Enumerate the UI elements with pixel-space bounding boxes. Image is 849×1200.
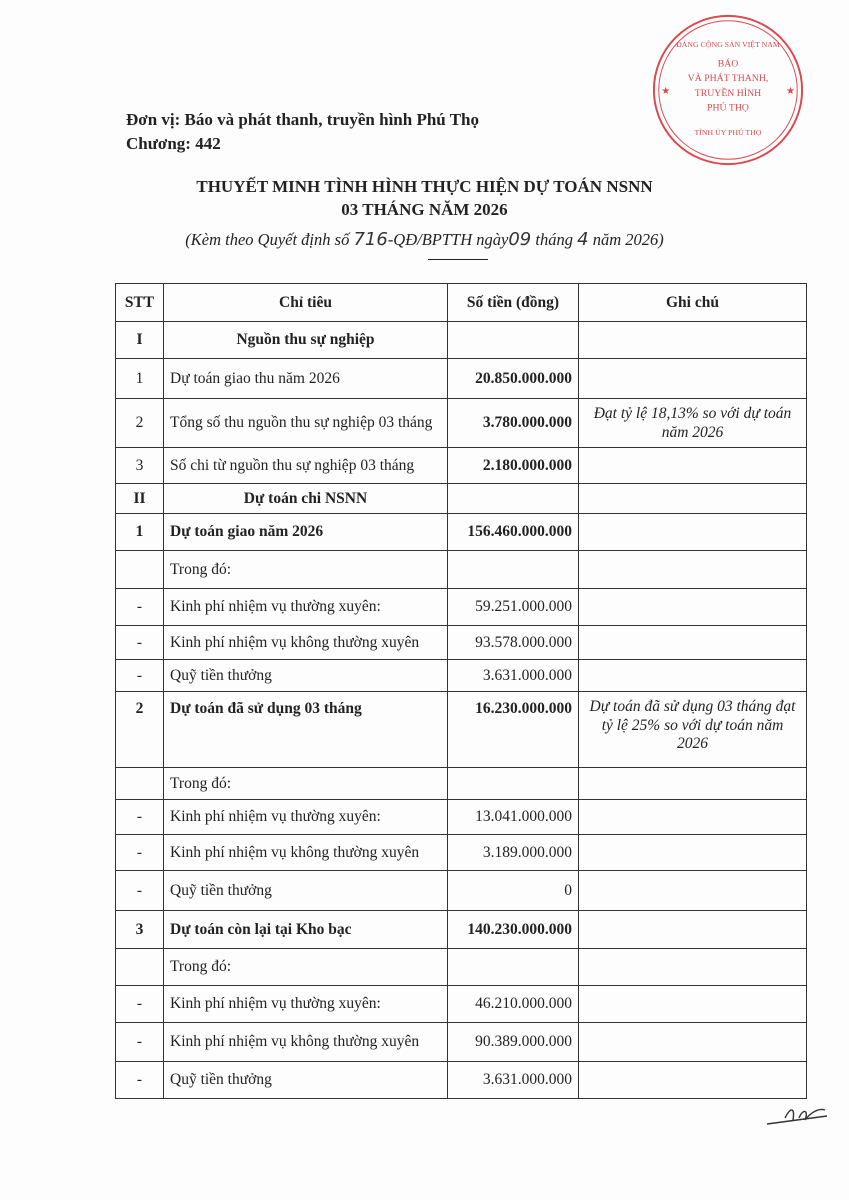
row-note: [579, 871, 807, 911]
row-note: [579, 1023, 807, 1062]
row-amount: 2.180.000.000: [448, 448, 579, 484]
row-stt: -: [116, 1062, 164, 1099]
row-item: Trong đó:: [164, 949, 448, 986]
table-row: [116, 551, 807, 589]
table-row: [116, 626, 807, 660]
row-stt: -: [116, 660, 164, 692]
row-stt: II: [116, 484, 164, 514]
row-item: Số chi từ nguồn thu sự nghiệp 03 tháng: [164, 448, 448, 484]
table-row: [116, 660, 807, 692]
ref-text: tháng: [531, 230, 578, 249]
row-item: Tổng số thu nguồn thu sự nghiệp 03 tháng: [164, 399, 448, 448]
row-item: Dự toán chi NSNN: [164, 484, 448, 514]
row-amount: 3.780.000.000: [448, 399, 579, 448]
row-amount: 156.460.000.000: [448, 514, 579, 551]
table-row: [116, 835, 807, 871]
stamp-ring-bottom: TỈNH ỦY PHÚ THỌ: [694, 127, 762, 137]
row-stt: -: [116, 835, 164, 871]
table-row: [116, 949, 807, 986]
header-note: Ghi chú: [579, 284, 807, 322]
row-amount: 20.850.000.000: [448, 359, 579, 399]
row-note: [579, 514, 807, 551]
row-stt: 1: [116, 359, 164, 399]
row-item: Dự toán giao thu năm 2026: [164, 359, 448, 399]
row-amount: [448, 768, 579, 800]
table-row: [116, 1062, 807, 1099]
ref-text: -QĐ/BPTTH ngày: [387, 230, 509, 249]
header-amount: Số tiền (đồng): [448, 284, 579, 322]
row-amount: [448, 949, 579, 986]
star-icon: ★: [661, 85, 670, 97]
row-stt: 3: [116, 448, 164, 484]
table-row: [116, 692, 807, 768]
ref-text: (Kèm theo Quyết định số: [185, 230, 354, 249]
document-title: THUYẾT MINH TÌNH HÌNH THỰC HIỆN DỰ TOÁN NSNN: [196, 177, 653, 196]
row-note: Dự toán đã sử dụng 03 tháng đạt tỷ lệ 25% so với dự toán năm 2026: [579, 692, 807, 768]
stamp-text: PHÚ THỌ: [707, 102, 749, 114]
row-amount: 3.189.000.000: [448, 835, 579, 871]
row-amount: [448, 551, 579, 589]
budget-table: [115, 283, 807, 1099]
row-item: Quỹ tiền thưởng: [164, 871, 448, 911]
star-icon: ★: [786, 85, 795, 97]
handwritten-day: 09: [508, 229, 532, 250]
row-item: Kinh phí nhiệm vụ thường xuyên:: [164, 589, 448, 626]
row-note: [579, 589, 807, 626]
table-row: [116, 484, 807, 514]
row-note: [579, 660, 807, 692]
row-item: Nguồn thu sự nghiệp: [164, 322, 448, 359]
row-amount: 3.631.000.000: [448, 1062, 579, 1099]
row-note: [579, 800, 807, 835]
table-row: [116, 589, 807, 626]
row-item: Kinh phí nhiệm vụ không thường xuyên: [164, 1023, 448, 1062]
row-stt: [116, 551, 164, 589]
row-amount: 93.578.000.000: [448, 626, 579, 660]
row-amount: [448, 322, 579, 359]
table-row: [116, 322, 807, 359]
row-stt: -: [116, 800, 164, 835]
stamp-ring-top: ĐẢNG CỘNG SẢN VIỆT NAM: [676, 40, 780, 50]
stamp-text: TRUYỀN HÌNH: [694, 87, 762, 99]
row-stt: 1: [116, 514, 164, 551]
table-row: [116, 911, 807, 949]
header-stt: STT: [116, 284, 164, 322]
table-row: [116, 359, 807, 399]
row-stt: 3: [116, 911, 164, 949]
row-note: [579, 484, 807, 514]
table-row: [116, 399, 807, 448]
table-row: [116, 768, 807, 800]
table-row: [116, 800, 807, 835]
unit-name: Đơn vị: Báo và phát thanh, truyền hình Phú Thọ: [126, 110, 479, 129]
row-stt: I: [116, 322, 164, 359]
decision-reference: [0, 229, 849, 250]
row-item: Quỹ tiền thưởng: [164, 660, 448, 692]
row-stt: -: [116, 1023, 164, 1062]
row-amount: 46.210.000.000: [448, 986, 579, 1023]
row-amount: 16.230.000.000: [448, 692, 579, 768]
document-subtitle: 03 THÁNG NĂM 2026: [341, 200, 508, 219]
row-item: Quỹ tiền thưởng: [164, 1062, 448, 1099]
handwritten-decision-number: 716: [353, 229, 388, 250]
row-note: [579, 768, 807, 800]
row-note: Đạt tỷ lệ 18,13% so với dự toán năm 2026: [579, 399, 807, 448]
table-row: [116, 986, 807, 1023]
row-item: Trong đó:: [164, 551, 448, 589]
row-item: Kinh phí nhiệm vụ thường xuyên:: [164, 986, 448, 1023]
row-stt: -: [116, 871, 164, 911]
row-item: Kinh phí nhiệm vụ không thường xuyên: [164, 835, 448, 871]
row-item: Dự toán đã sử dụng 03 tháng: [164, 692, 448, 768]
table-row: [116, 514, 807, 551]
header-item: Chỉ tiêu: [164, 284, 448, 322]
row-note: [579, 551, 807, 589]
divider: [428, 259, 488, 260]
row-note: [579, 1062, 807, 1099]
row-note: [579, 911, 807, 949]
row-stt: [116, 949, 164, 986]
table-row: [116, 448, 807, 484]
table-row: [116, 871, 807, 911]
row-note: [579, 322, 807, 359]
handwritten-month: 4: [577, 229, 589, 250]
row-item: Dự toán giao năm 2026: [164, 514, 448, 551]
row-amount: 13.041.000.000: [448, 800, 579, 835]
row-stt: -: [116, 589, 164, 626]
chapter: Chương: 442: [126, 134, 221, 153]
official-stamp: [650, 12, 806, 168]
stamp-text: VÀ PHÁT THANH,: [687, 73, 769, 85]
ref-text: năm 2026): [588, 230, 664, 249]
table-row: [116, 1023, 807, 1062]
row-stt: -: [116, 626, 164, 660]
stamp-text: BÁO: [717, 58, 739, 70]
row-note: [579, 626, 807, 660]
row-amount: 90.389.000.000: [448, 1023, 579, 1062]
row-note: [579, 359, 807, 399]
row-stt: -: [116, 986, 164, 1023]
row-note: [579, 448, 807, 484]
row-stt: [116, 768, 164, 800]
row-stt: 2: [116, 692, 164, 768]
row-item: Trong đó:: [164, 768, 448, 800]
signature-mark: [765, 1100, 835, 1130]
row-amount: [448, 484, 579, 514]
row-item: Dự toán còn lại tại Kho bạc: [164, 911, 448, 949]
row-note: [579, 949, 807, 986]
row-note: [579, 835, 807, 871]
row-amount: 3.631.000.000: [448, 660, 579, 692]
row-note: [579, 986, 807, 1023]
row-amount: 59.251.000.000: [448, 589, 579, 626]
row-item: Kinh phí nhiệm vụ thường xuyên:: [164, 800, 448, 835]
row-item: Kinh phí nhiệm vụ không thường xuyên: [164, 626, 448, 660]
row-amount: 0: [448, 871, 579, 911]
row-stt: 2: [116, 399, 164, 448]
row-amount: 140.230.000.000: [448, 911, 579, 949]
